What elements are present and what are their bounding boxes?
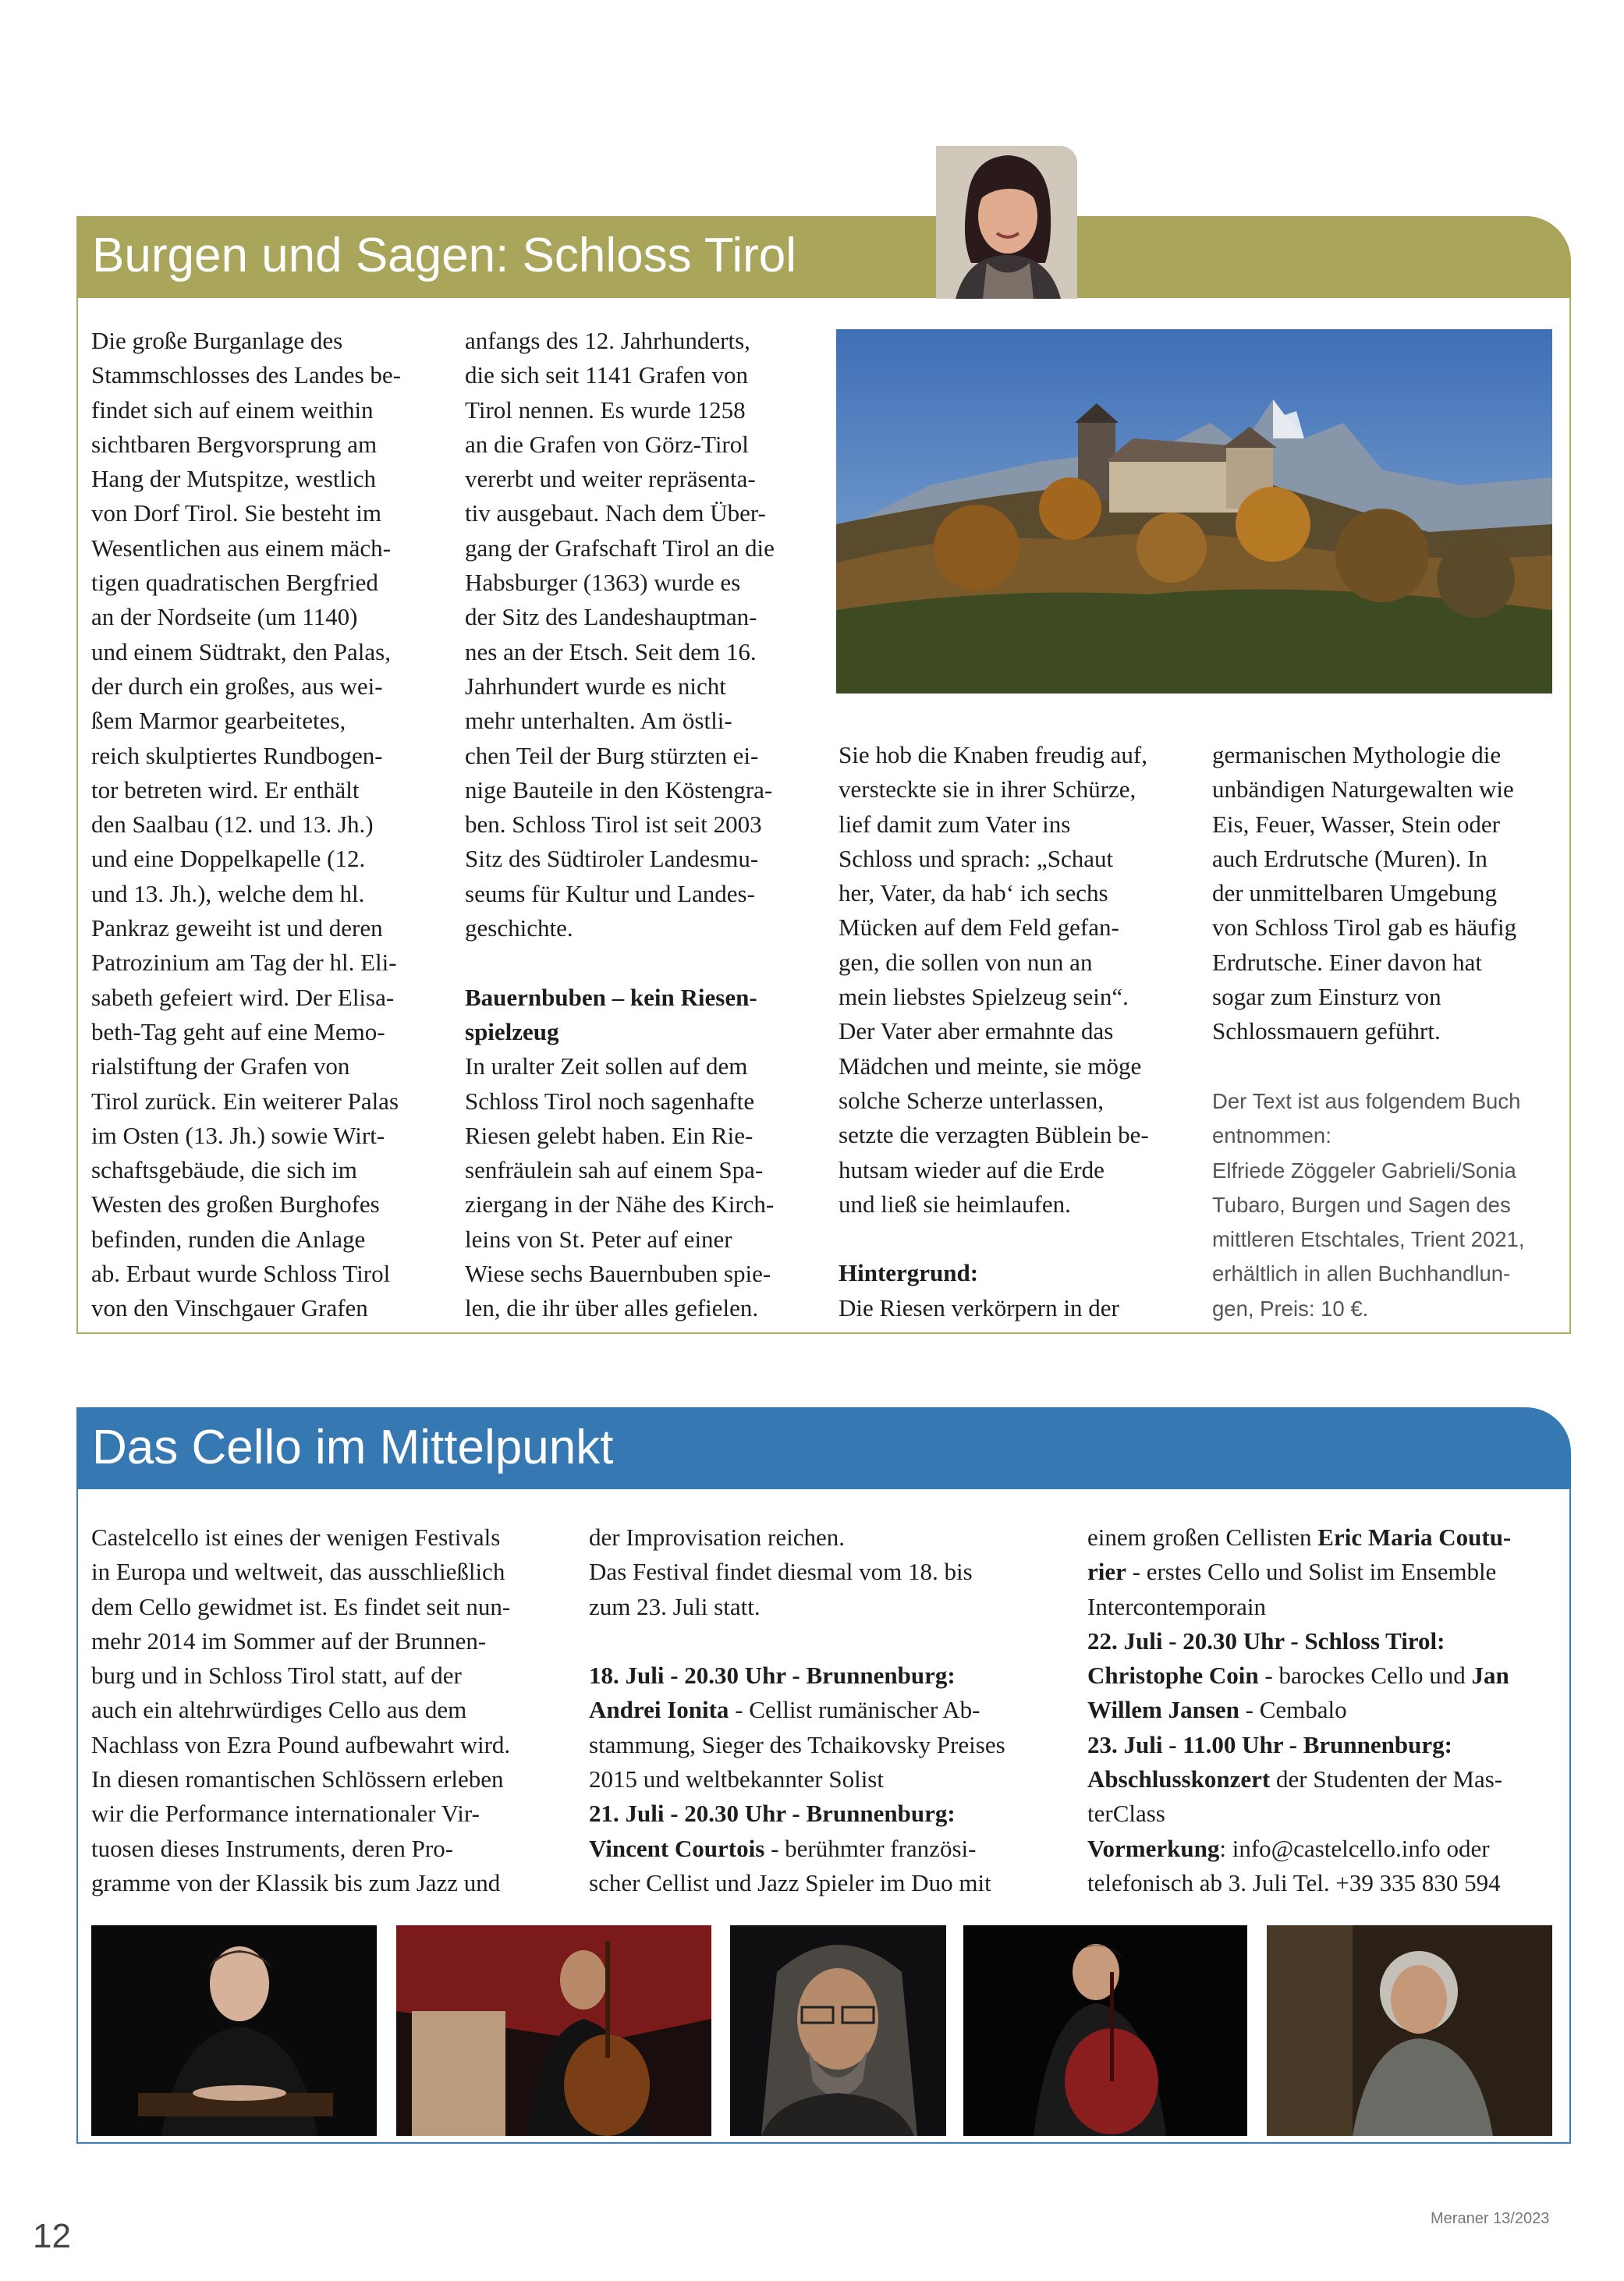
cellist-photo-3 (730, 1925, 946, 2136)
event-3-date: 22. Juli - 20.30 Uhr - Schloss Tirol: (1087, 1626, 1445, 1655)
article-title: Das Cello im Mittelpunkt (92, 1421, 614, 1474)
author-portrait-photo (936, 146, 1077, 299)
cello-column-1: Castelcello ist eines der wenigen Festivals in Europa und weltweit, das ausschließlich dem Cello gewidmet ist. Es findet seit nun- mehr 2014 im Sommer auf der Brunnen- burg und in Schloss Tirol statt, auf der auch ein altehrwürdiges Cello aus dem Nachlass von Ezra Pound aufbewahrt wird. In diesen romantischen Schlössern erleben wir die Performance internationaler Vir- tuosen dieses Instruments, deren Pro- gramme von der Klassik bis zum Jazz und (91, 1524, 511, 1896)
source-note: Der Text ist aus folgendem Buch entnommen: Elfriede Zöggeler Gabrieli/Sonia Tubaro, Burgen und Sagen des mittleren Etschtales, Trient 2021, erhältlich in allen Buchhandlun- gen, Preis: 10 €. (1212, 1089, 1525, 1321)
article-column-2: anfangs des 12. Jahrhunderts, die sich seit 1141 Grafen von Tirol nennen. Es wurde 1258 an die Grafen von Görz-Tirol vererbt und weiter repräsenta- tiv ausgebaut. Nach dem Über- gang der Grafschaft Tirol an die Habsburger (1363) wurde es der Sitz des Landeshauptman- nes an der Etsch. Seit dem 16. Jahrhundert wurde es nicht mehr unterhalten. Am östli- chen Teil der Burg stürzten ei- nige Bauteile in den Köstengra- ben. Schloss Tirol ist seit 2003 Sitz des Südtiroler Landesmu- seums für Kultur und Landes- geschichte. Bauernbuben – kein Riesen- spielzeug In uralter Zeit sollen auf dem Schloss Tirol noch sagenhafte Riesen gelebt haben. Ein Rie- senfräulein sah auf einem Spa- ziergang in der Nähe des Kirch- leins von St. Peter auf einer Wiese sechs Bauernbuben spie- len, die ihr über alles gefielen. (465, 327, 775, 1322)
cello-column-3: einem großen Cellisten Eric Maria Coutu- rier - erstes Cello und Solist im Ensemble Intercontemporain 22. Juli - 20.30 Uhr - Schloss Tirol: Christophe Coin - barockes Cello und Jan Willem Jansen - Cembalo 23. Juli - 11.00 Uhr - Brunnenburg: Abschlusskonzert der Studenten der Mas- terClass Vormerkung: info@castelcello.info oder telefonisch ab 3. Juli Tel. +39 335 830 594 (1087, 1524, 1512, 1896)
cellist-photo-1 (91, 1925, 377, 2136)
event-2-date: 21. Juli - 20.30 Uhr - Brunnenburg: (589, 1800, 956, 1828)
subheading-hintergrund: Hintergrund: (839, 1259, 979, 1287)
page-number: 12 (33, 2217, 71, 2255)
event-4-date: 23. Juli - 11.00 Uhr - Brunnenburg: (1087, 1730, 1452, 1758)
article-column-1: Die große Burganlage des Stammschlosses des Landes be- findet sich auf einem weithin sichtbaren Bergvorsprung am Hang der Mutspitze, westlich von Dorf Tirol. Sie besteht im Wesentlichen aus einem mäch- tigen quadratischen Bergfried an der Nordseite (um 1140) und einem Südtrakt, den Palas, der durch ein großes, aus wei- ßem Marmor gearbeitetes, reich skulptiertes Rundbogen- tor betreten wird. Er enthält den Saalbau (12. und 13. Jh.) und eine Doppelkapelle (12. und 13. Jh.), welche dem hl. Pankraz geweiht ist und deren Patrozinium am Tag der hl. Eli- sabeth gefeiert wird. Der Elisa- beth-Tag geht auf eine Memo- rialstiftung der Grafen von Tirol zurück. Ein weiterer Palas im Osten (13. Jh.) sowie Wirt- schaftsgebäude, die sich im Westen des großen Burghofes befinden, runden die Anlage ab. Erbaut wurde Schloss Tirol von den Vinschgauer Grafen (91, 327, 401, 1322)
registration-info: Vormerkung: info@castelcello.info oder (1087, 1834, 1490, 1862)
subheading-bauernbuben: Bauernbuben – kein Riesen- (465, 983, 757, 1011)
issue-label: Meraner 13/2023 (1431, 2210, 1550, 2227)
cello-column-2: der Improvisation reichen. Das Festival findet diesmal vom 18. bis zum 23. Juli statt. 18. Juli - 20.30 Uhr - Brunnenburg: Andrei Ionita - Cellist rumänischer Ab- stammung, Sieger des Tchaikovsky Preises 2015 und weltbekannter Solist 21. Juli - 20.30 Uhr - Brunnenburg: Vincent Courtois - berühmter französi- scher Cellist und Jazz Spieler im Duo mit (589, 1524, 1005, 1896)
article-title: Burgen und Sagen: Schloss Tirol (92, 229, 796, 282)
schloss-tirol-photo (836, 329, 1552, 694)
cellist-photo-2 (396, 1925, 711, 2136)
event-1-date: 18. Juli - 20.30 Uhr - Brunnenburg: (589, 1662, 956, 1690)
cellist-photo-4 (963, 1925, 1247, 2136)
article-column-3: Sie hob die Knaben freudig auf, versteckte sie in ihrer Schürze, lief damit zum Vater ins Schloss und sprach: „Schaut her, Vater, da hab‘ ich sechs Mücken auf dem Feld gefan- gen, die sollen von nun an mein liebstes Spielzeug sein“. Der Vater aber ermahnte das Mädchen und meinte, sie möge solche Scherze unterlassen, setzte die verzagten Büblein be- hutsam wieder auf die Erde und ließ sie heimlaufen. Hintergrund: Die Riesen verkörpern in der (839, 741, 1149, 1321)
article-column-4: germanischen Mythologie die unbändigen Naturgewalten wie Eis, Feuer, Wasser, Stein oder auch Erdrutsche (Muren). In der unmittelbaren Umgebung von Schloss Tirol gab es häufig Erdrutsche. Einer davon hat sogar zum Einsturz von Schlossmauern geführt. (1212, 741, 1517, 1045)
cellist-photo-5 (1267, 1925, 1552, 2136)
